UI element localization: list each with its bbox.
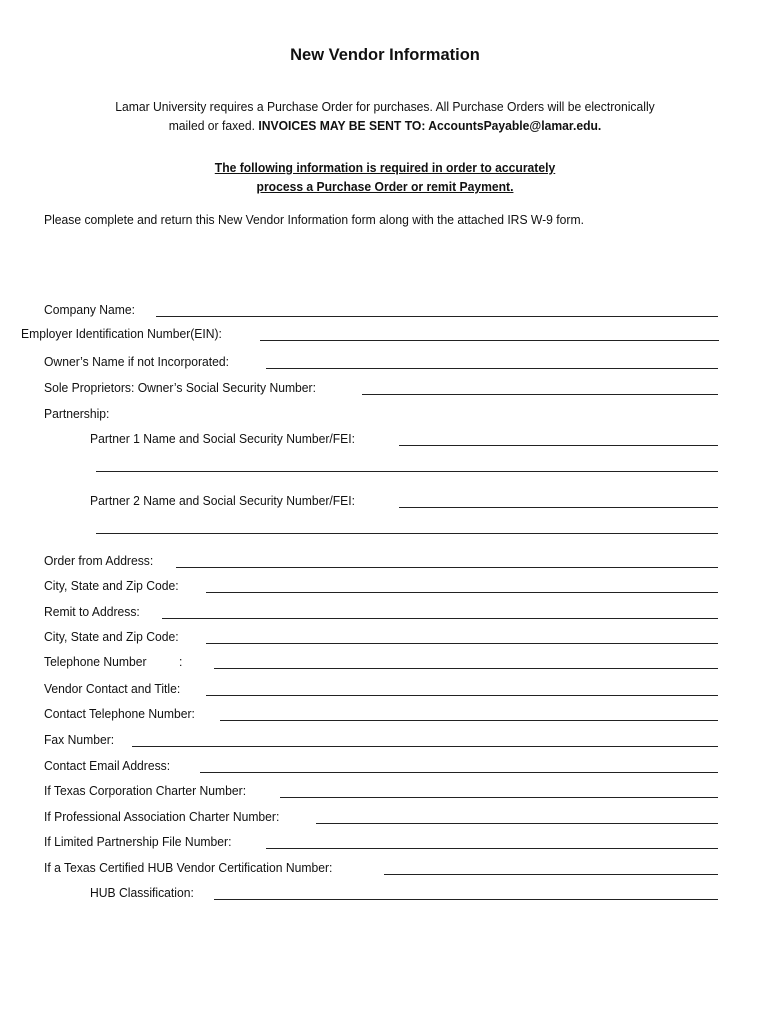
partner-2-continuation-field[interactable] (96, 533, 718, 534)
limited-partnership-label: If Limited Partnership File Number: (44, 834, 232, 849)
company-name-label: Company Name: (44, 302, 136, 317)
owner-name-row (0, 353, 770, 373)
texas-hub-cert-label: If a Texas Certified HUB Vendor Certification Number: (44, 860, 333, 875)
contact-telephone-label: Contact Telephone Number: (44, 706, 195, 721)
texas-hub-cert-row (0, 859, 770, 879)
remit-city-state-zip-field[interactable] (206, 643, 718, 644)
invoice-email-notice: INVOICES MAY BE SENT TO: AccountsPayable@lamar.edu. (258, 118, 602, 133)
partner-1-field[interactable] (399, 445, 718, 446)
order-city-state-zip-field[interactable] (206, 592, 718, 593)
sole-proprietor-ssn-field[interactable] (362, 394, 718, 395)
hub-classification-row (0, 884, 770, 904)
texas-hub-cert-field[interactable] (384, 874, 718, 875)
vendor-contact-title-row (0, 680, 770, 700)
hub-classification-label: HUB Classification: (90, 885, 194, 900)
contact-email-field[interactable] (200, 772, 718, 773)
required-notice-line-1: The following information is required in order to accurately (214, 160, 556, 175)
order-from-address-row (0, 552, 770, 572)
remit-to-address-field[interactable] (162, 618, 718, 619)
partnership-label: Partnership: (44, 406, 110, 421)
texas-corp-charter-row (0, 782, 770, 802)
professional-assoc-charter-row (0, 808, 770, 828)
texas-corp-charter-field[interactable] (280, 797, 718, 798)
ein-label: Employer Identification Number(EIN): (21, 326, 222, 341)
sole-proprietor-ssn-label: Sole Proprietors: Owner’s Social Security Number: (44, 380, 316, 395)
order-from-address-field[interactable] (176, 567, 718, 568)
telephone-number-colon: : (179, 654, 183, 669)
remit-to-address-label: Remit to Address: (44, 604, 140, 619)
partner-1-label: Partner 1 Name and Social Security Number/FEI: (90, 431, 356, 446)
fax-number-field[interactable] (132, 746, 718, 747)
contact-email-label: Contact Email Address: (44, 758, 171, 773)
professional-assoc-charter-label: If Professional Association Charter Number: (44, 809, 280, 824)
limited-partnership-field[interactable] (266, 848, 718, 849)
remit-to-address-row (0, 603, 770, 623)
intro-line-2 (68, 116, 703, 135)
company-name-row (0, 301, 770, 321)
order-city-state-zip-label: City, State and Zip Code: (44, 578, 179, 593)
required-notice-line-2: process a Purchase Order or remit Payment. (256, 179, 514, 194)
partner-1-row (0, 430, 770, 450)
texas-corp-charter-label: If Texas Corporation Charter Number: (44, 783, 247, 798)
fax-number-label: Fax Number: (44, 732, 115, 747)
contact-email-row (0, 757, 770, 777)
partner-2-label: Partner 2 Name and Social Security Number/FEI: (90, 493, 356, 508)
contact-telephone-field[interactable] (220, 720, 718, 721)
company-name-field[interactable] (156, 316, 718, 317)
professional-assoc-charter-field[interactable] (316, 823, 718, 824)
sole-proprietor-ssn-row (0, 379, 770, 399)
page-title: New Vendor Information (290, 46, 480, 64)
telephone-number-field[interactable] (214, 668, 718, 669)
partner-1-continuation-field[interactable] (96, 471, 718, 472)
contact-telephone-row (0, 705, 770, 725)
telephone-number-row (0, 653, 770, 673)
fax-number-row (0, 731, 770, 751)
order-city-state-zip-row (0, 577, 770, 597)
partnership-row (0, 405, 770, 425)
ein-row (0, 325, 770, 345)
ein-field[interactable] (260, 340, 719, 341)
owner-name-field[interactable] (266, 368, 718, 369)
vendor-contact-title-label: Vendor Contact and Title: (44, 681, 181, 696)
intro-line-1: Lamar University requires a Purchase Order for purchases. All Purchase Orders will be electronically (115, 99, 655, 114)
form-instruction: Please complete and return this New Vendor Information form along with the attached IRS W-9 form. (44, 212, 584, 227)
order-from-address-label: Order from Address: (44, 553, 154, 568)
partner-2-field[interactable] (399, 507, 718, 508)
owner-name-label: Owner’s Name if not Incorporated: (44, 354, 230, 369)
telephone-number-label: Telephone Number (44, 654, 147, 669)
remit-city-state-zip-label: City, State and Zip Code: (44, 629, 179, 644)
intro-line-2-text: mailed or faxed. (168, 118, 259, 133)
limited-partnership-row (0, 833, 770, 853)
partner-2-row (0, 492, 770, 512)
remit-city-state-zip-row (0, 628, 770, 648)
hub-classification-field[interactable] (214, 899, 718, 900)
vendor-contact-title-field[interactable] (206, 695, 718, 696)
